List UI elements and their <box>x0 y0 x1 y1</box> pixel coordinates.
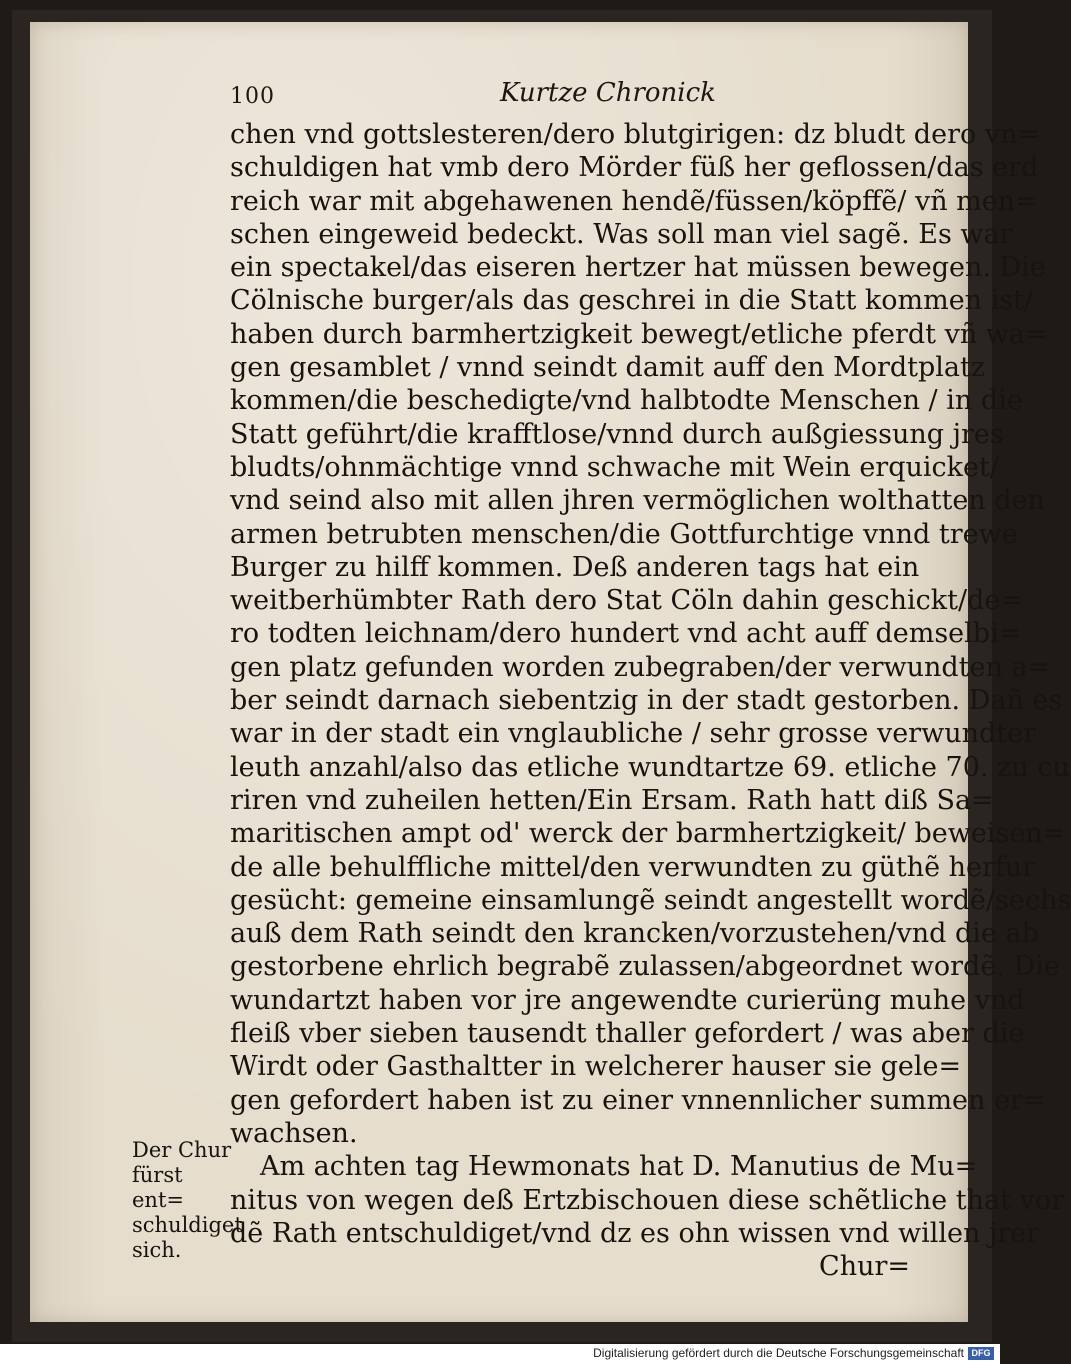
text-line: kommen/die beschedigte/vnd halbtodte Menschen / in die <box>230 385 1023 417</box>
footer-credit: Digitalisierung gefördert durch die Deutsche Forschungsgemeinschaft <box>593 1346 964 1360</box>
text-line: haben durch barmhertzigkeit bewegt/etliche pferdt vñ wa= <box>230 318 1048 350</box>
text-line: gesücht: gemeine einsamlungẽ seindt angestellt wordẽ/sechs <box>230 884 1071 916</box>
text-line: ro todten leichnam/dero hundert vnd acht auff demselbi= <box>230 618 1022 650</box>
text-line: fleiß vber sieben tausendt thaller gefordert / was aber die <box>230 1018 1025 1050</box>
text-line: bludts/ohnmächtige vnnd schwache mit Wein erquicket/ <box>230 451 999 483</box>
text-line: gestorbene ehrlich begrabẽ zulassen/abgeordnet wordẽ. Die <box>230 951 1060 983</box>
text-line: ein spectakel/das eiseren hertzer hat müssen bewegen. Die <box>230 252 1046 284</box>
running-head: Kurtze Chronick <box>500 78 716 108</box>
footer-bar <box>0 1344 1000 1364</box>
margin-note-line: Der Chur <box>132 1138 232 1162</box>
text-line: gen platz gefunden worden zubegraben/der verwundten a= <box>230 651 1051 683</box>
text-line: riren vnd zuheilen hetten/Ein Ersam. Rath hatt diß Sa= <box>230 784 994 816</box>
text-line: gen gesamblet / vnnd seindt damit auff den Mordtplatz <box>230 352 986 384</box>
margin-note-line: schuldiget <box>132 1213 243 1237</box>
page-number: 100 <box>230 84 275 109</box>
text-line: Statt geführt/die krafftlose/vnnd durch außgiessung jres <box>230 418 1004 450</box>
text-line: de alle behulffliche mittel/den verwundten zu güthẽ herfur <box>230 851 1036 883</box>
text-line: Am achten tag Hewmonats hat D. Manutius de Mu= <box>260 1151 978 1183</box>
text-line: chen vnd gottslesteren/dero blutgirigen: dz bludt dero vn= <box>230 119 1041 150</box>
text-line: gen gefordert haben ist zu einer vnnennlicher summen er= <box>230 1084 1046 1116</box>
text-line: wundartzt haben vor jre angewendte curierüng muhe vnd <box>230 984 1025 1016</box>
text-line: leuth anzahl/also das etliche wundtartze 69. etliche 70. zu cu <box>230 751 1070 783</box>
text-line: Cölnische burger/als das geschrei in die Statt kommen ist/ <box>230 285 1034 317</box>
text-line: nitus von wegen deß Ertzbischouen diese schẽtliche that vor <box>230 1184 1064 1216</box>
margin-note <box>132 1138 243 1263</box>
margin-note-line: sich. <box>132 1238 182 1262</box>
text-line: dẽ Rath entschuldiget/vnd dz es ohn wissen vnd willen jrer <box>230 1217 1040 1249</box>
text-line: war in der stadt ein vnglaubliche / sehr grosse verwundter <box>230 718 1036 750</box>
text-line: auß dem Rath seindt den krancken/vorzustehen/vnd die ab <box>230 918 1039 950</box>
text-line: schen eingeweid bedeckt. Was soll man viel sagẽ. Es war <box>230 218 1013 250</box>
catchword: Chur= <box>819 1251 910 1283</box>
text-line: schuldigen hat vmb dero Mörder füß her geflossen/das erd <box>230 152 1039 184</box>
text-line: ber seindt darnach siebentzig in der stadt gestorben. Dañ es <box>230 685 1063 717</box>
text-line: vnd seind also mit allen jhren vermöglichen wolthatten den <box>230 485 1045 517</box>
body-text <box>230 118 1071 1283</box>
text-line: Wirdt oder Gasthaltter in welcherer hauser sie gele= <box>230 1051 962 1083</box>
text-line: Burger zu hilff kommen. Deß anderen tags hat ein <box>230 551 920 583</box>
text-line: wachsen. <box>230 1117 358 1149</box>
dfg-logo-icon: DFG <box>968 1347 994 1360</box>
text-line: armen betrubten menschen/die Gottfurchtige vnnd trewe <box>230 518 1018 550</box>
text-line: maritischen ampt od' werck der barmhertzigkeit/ beweisen= <box>230 818 1066 850</box>
text-line: weitberhümbter Rath dero Stat Cöln dahin geschickt/de= <box>230 585 1023 617</box>
text-line: reich war mit abgehawenen hendẽ/füssen/köpffẽ/ vñ men= <box>230 185 1038 217</box>
margin-note-line: fürst ent= <box>132 1163 184 1212</box>
